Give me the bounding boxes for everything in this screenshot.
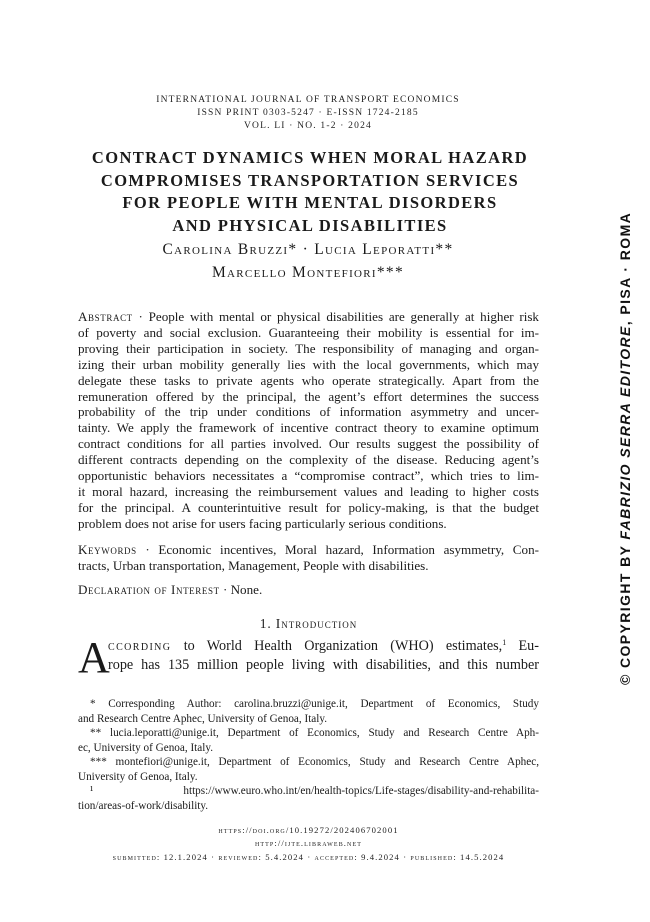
- intro-line: rope has 135 million people living with disabilities, and this number: [108, 657, 539, 673]
- doi-link[interactable]: https://doi.org/10.19272/202406702001: [218, 825, 399, 835]
- footnote: *** montefiori@unige.it, Department of Economics, Study and Research Centre Aphec, University of Genoa, Italy.: [78, 756, 539, 783]
- abstract-line: delegate these tasks to private agents who operate strategically. Apart from the: [78, 372, 539, 388]
- keywords-line: Keywords · Economic incentives, Moral hazard, Information asymmetry, Con-: [78, 542, 539, 557]
- abstract-line: Abstract · People with mental or physical disabilities are generally at higher risk: [78, 309, 539, 324]
- abstract: [78, 309, 539, 532]
- abstract-line: for the principal. A counterintuitive result for policy-making, is that the budget: [78, 499, 539, 515]
- intro-line: ccording to World Health Organization (WHO) estimates,$^1$ Eu-: [108, 638, 539, 654]
- journal-issn: ISSN PRINT 0303-5247 · E-ISSN 1724-2185: [197, 108, 419, 118]
- abstract-line: probability of the trip under conditions of information asymmetry and uncer-: [78, 404, 539, 420]
- publisher-name: FABRIZIO SERRA EDITORE: [617, 325, 633, 540]
- abstract-line: remuneration offered by the principal, the agent’s effort determines the success: [78, 388, 539, 404]
- article-title: [60, 147, 560, 237]
- keywords-line: tracts, Urban transportation, Management, People with disabilities.: [78, 557, 429, 573]
- abstract-line: different contracts depending on the complexity of the disease. Reducing agent’s: [78, 452, 539, 468]
- footnote-ref[interactable]: 1: [502, 638, 507, 647]
- declaration-value: · None.: [219, 582, 263, 597]
- abstract-line: contract conditions for all parties involved. Our results suggest the possibility of: [78, 436, 539, 452]
- footnote: ¹ https://www.euro.who.int/en/health-topics/Life-stages/disability-and-rehabilita- tion/areas-of-work/disability.: [78, 785, 539, 812]
- abstract-label: Abstract: [78, 309, 133, 324]
- title-line: AND PHYSICAL DISABILITIES: [172, 215, 448, 235]
- title-line: CONTRACT DYNAMICS WHEN MORAL HAZARD: [91, 148, 529, 167]
- drop-cap: A: [78, 633, 110, 682]
- journal-volume: VOL. LI · NO. 1-2 · 2024: [243, 121, 372, 131]
- publication-dates: submitted: 12.1.2024 · reviewed: 5.4.2024 · accepted: 9.4.2024 · published: 14.5.2024: [112, 852, 505, 862]
- abstract-line: proving their participation in society. The responsibility of managing and organ-: [78, 340, 539, 356]
- copyright-notice: © COPYRIGHT BY FABRIZIO SERRA EDITORE, PISA · ROMA: [617, 211, 633, 685]
- abstract-line: it moral hazard, increasing the reimbursement values and leading to higher costs: [78, 483, 539, 499]
- abstract-line: problem does not arise for users facing particularly serious conditions.: [78, 515, 447, 531]
- footnote: ** lucia.leporatti@unige.it, Department of Economics, Study and Research Centre Aph- ec, University of Genoa, Italy.: [78, 727, 539, 754]
- title-line: COMPROMISES TRANSPORTATION SERVICES: [100, 170, 520, 190]
- title-line: FOR PEOPLE WITH MENTAL DISORDERS: [122, 193, 498, 212]
- journal-name: INTERNATIONAL JOURNAL OF TRANSPORT ECONOMICS: [156, 95, 460, 105]
- abstract-line: opportunistic behaviors necessitates a “compromise contract”, which tries to lim-: [78, 468, 539, 484]
- website-link[interactable]: http://ijte.libraweb.net: [254, 838, 363, 848]
- authors-line: Marcello Montefiori***: [211, 264, 405, 281]
- introduction-text: [78, 633, 539, 682]
- section-heading: 1. Introduction: [259, 616, 358, 631]
- keywords-label: Keywords: [78, 542, 137, 557]
- abstract-line: of poverty and social exclusion. Guaranteeing their mobility is essential for im-: [78, 324, 539, 340]
- abstract-line: tainty. We apply the framework of incentive contract theory to examine optimum: [78, 420, 539, 436]
- declaration-label: Declaration of Interest: [78, 582, 220, 597]
- footnote: * Corresponding Author: carolina.bruzzi@unige.it, Department of Economics, Study and Research Centre Aphec, University of Genoa, Italy.: [78, 698, 539, 725]
- keywords: [78, 542, 539, 574]
- declaration-of-interest: [78, 582, 539, 598]
- authors-line: Carolina Bruzzi* · Lucia Leporatti**: [162, 241, 454, 258]
- abstract-line: izing their urban mobility generally lies with the local governments, which may: [78, 356, 539, 372]
